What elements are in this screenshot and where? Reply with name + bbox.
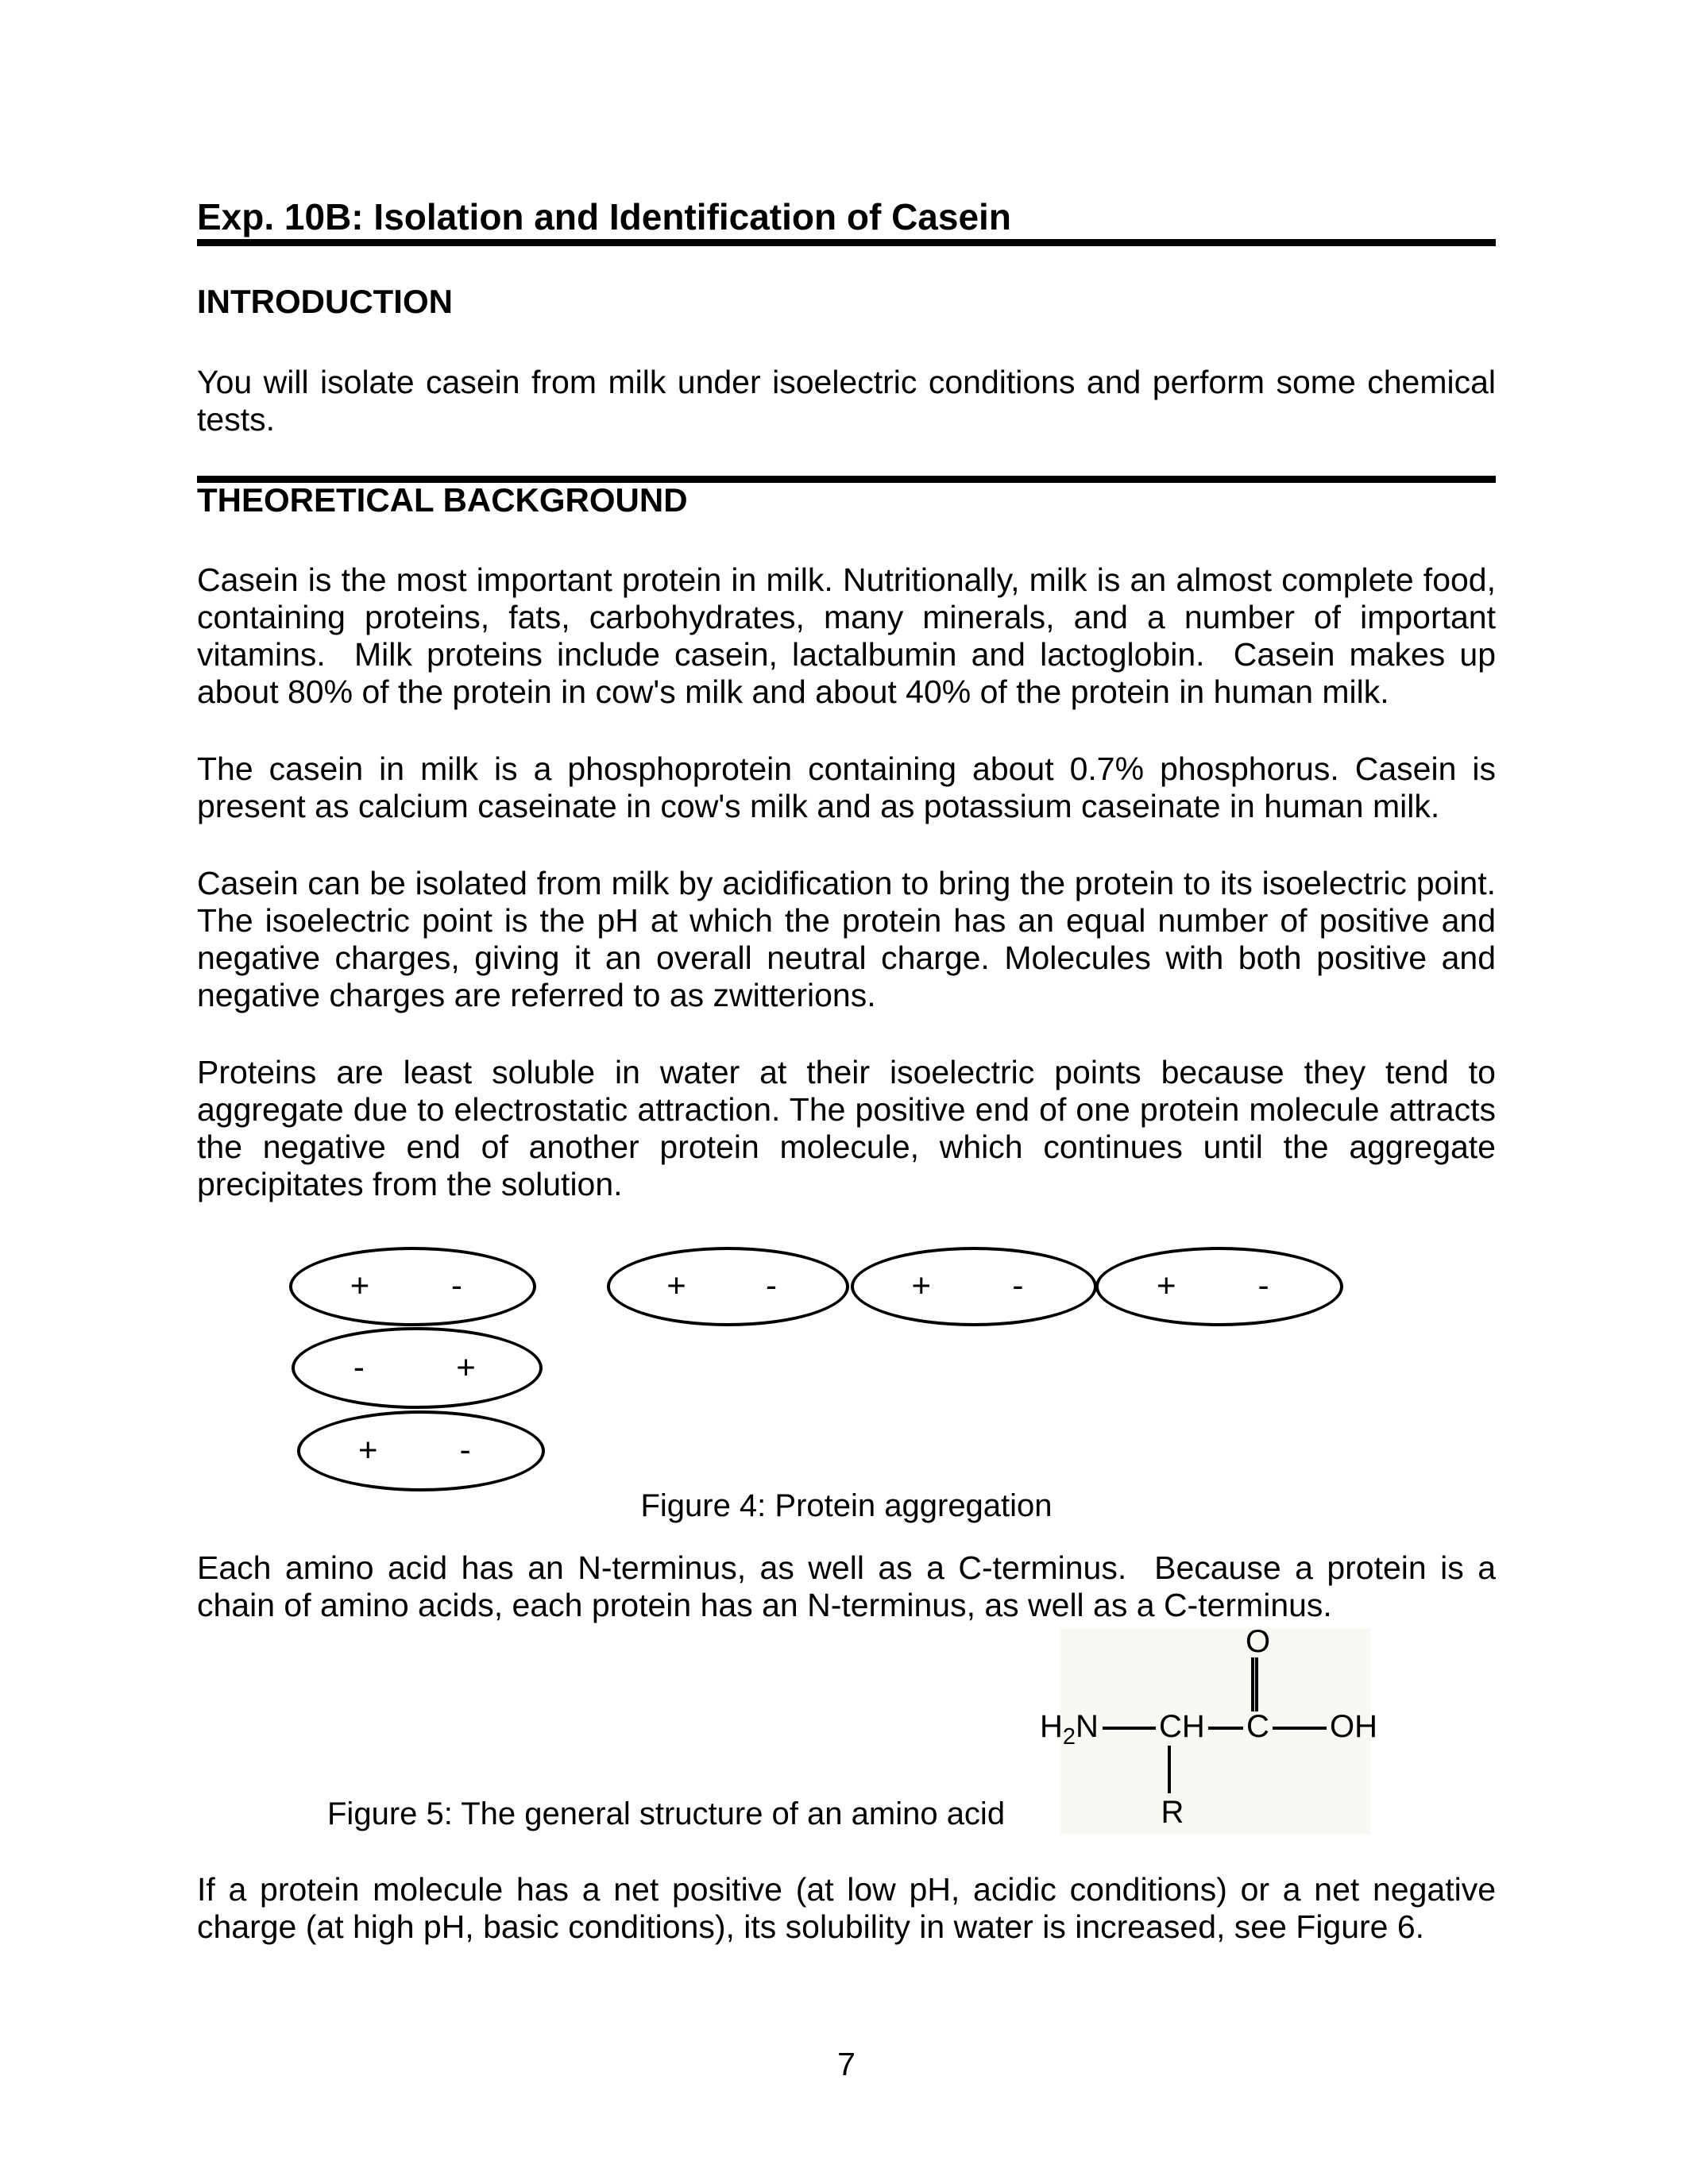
minus-sign: - [1012,1266,1024,1304]
paragraph-solubility: Proteins are least soluble in water at their isoelectric points because they tend to aggregate due to electrostatic attraction. The positive end of one protein molecule attracts the negative end of another protein molecule, which continues until the aggregate precipitates from the solution. [197,1054,1496,1202]
single-bond [1103,1727,1156,1730]
figure5-caption: Figure 5: The general structure of an amino acid [327,1796,1006,1831]
paragraph-milk-protein: Casein is the most important protein in milk. Nutritionally, milk is an almost complete food, containing proteins, fats, carbohydrates, many minerals, and a number of important vitamins. Milk proteins include casein, lactalbumin and lactoglobin. Casein makes up about 80% of the protein in cow's milk and about 40% of the protein in human milk. [197,561,1496,710]
figure4-caption: Figure 4: Protein aggregation [640,1488,1053,1523]
paragraph-phosphoprotein: The casein in milk is a phosphoprotein containing about 0.7% phosphorus. Casein is present as calcium caseinate in cow's milk and as potassium caseinate in human milk. [197,751,1496,824]
r-group: R [1161,1795,1184,1830]
plus-sign: + [456,1347,476,1385]
protein-ellipse [289,1247,536,1326]
plus-sign: + [911,1266,931,1304]
amine-h: H [1040,1709,1063,1744]
background-heading: THEORETICAL BACKGROUND [197,481,688,519]
protein-ellipse [607,1247,849,1326]
plus-sign: + [1156,1266,1176,1304]
protein-ellipse [292,1327,543,1409]
title-rule [197,239,1496,246]
carboxyl-carbon: C [1246,1709,1269,1744]
protein-ellipse [851,1247,1097,1326]
plus-sign: + [666,1266,686,1304]
single-bond [1208,1727,1243,1730]
structure-background [1060,1624,1370,1835]
hydroxyl-group: OH [1330,1709,1377,1744]
paragraph-net-charge: If a protein molecule has a net positive (at low pH, acidic conditions) or a net negative charge (at high pH, basic conditions), its solubility in water is increased, see Figure 6. [197,1871,1496,1945]
plus-sign: + [357,1430,378,1468]
minus-sign: - [450,1266,462,1304]
amine-n: N [1076,1709,1099,1744]
oxygen-atom: O [1245,1624,1271,1659]
introduction-paragraph: You will isolate casein from milk under isoelectric conditions and perform some chemical tests. [197,364,1496,438]
minus-sign: - [1257,1266,1269,1304]
paragraph-terminus: Each amino acid has an N-terminus, as well as a C-terminus. Because a protein is a chain of amino acids, each protein has an N-terminus, as well as a C-terminus. [197,1549,1496,1623]
protein-ellipse [297,1410,545,1491]
double-bond [1251,1657,1258,1711]
r-group-bond [1168,1746,1171,1793]
amine-group [1040,1711,1099,1753]
page-title: Exp. 10B: Isolation and Identification of Casein [197,196,1011,237]
alpha-carbon: CH [1159,1709,1205,1744]
minus-sign: - [353,1347,365,1385]
introduction-heading: INTRODUCTION [197,283,453,320]
paragraph-isoelectric-point: Casein can be isolated from milk by acidification to bring the protein to its isoelectric point. The isoelectric point is the pH at which the protein has an equal number of positive and negative charges, giving it an overall neutral charge. Molecules with both positive and negative charges are referred to as zwitterions. [197,865,1496,1013]
amine-subscript: 2 [1062,1724,1076,1750]
plus-sign: + [350,1266,370,1304]
page-number: 7 [837,2046,856,2082]
single-bond [1273,1727,1327,1730]
minus-sign: - [459,1430,471,1468]
minus-sign: - [766,1266,778,1304]
protein-ellipse [1095,1247,1343,1326]
